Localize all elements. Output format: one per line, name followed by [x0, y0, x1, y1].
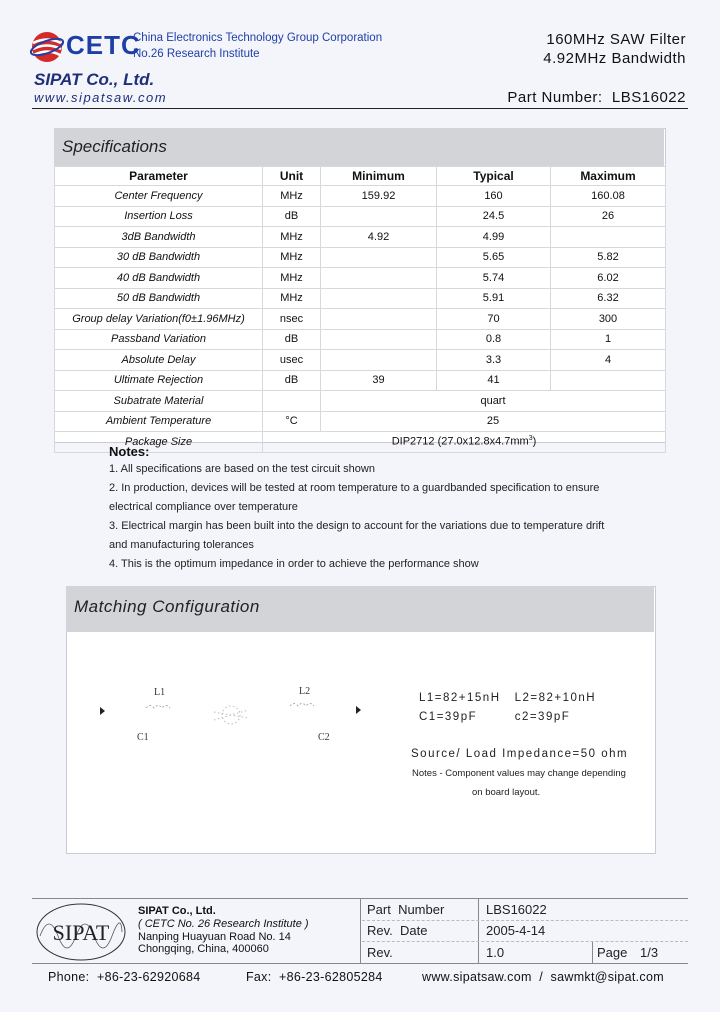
max-cell: 26	[551, 206, 666, 227]
table-row	[55, 309, 666, 330]
typ-cell: 0.8	[437, 329, 551, 350]
note-line: electrical compliance over temperature	[109, 501, 298, 513]
ambient-value: 25	[321, 411, 666, 432]
table-row	[55, 288, 666, 309]
table-row	[55, 268, 666, 289]
substrate-value: quart	[321, 391, 666, 412]
product-title: 160MHz SAW Filter	[546, 31, 686, 48]
notes-heading: Notes:	[109, 444, 150, 459]
typ-cell: 24.5	[437, 206, 551, 227]
matching-note-1: Notes - Component values may change depending	[412, 768, 626, 779]
footer-rev-label: Rev.	[367, 945, 393, 960]
min-cell	[321, 288, 437, 309]
cetc-logo-icon	[30, 28, 64, 66]
package-close: )	[532, 436, 537, 449]
seal-text: SIPAT	[52, 920, 110, 945]
note-line: 3. Electrical margin has been built into the design to account for the variations due to temperature drift	[109, 520, 605, 532]
impedance-text: Source/ Load Impedance=50 ohm	[411, 748, 629, 760]
table-row	[55, 411, 666, 432]
param-cell: Ambient Temperature	[55, 411, 263, 432]
footer-rev-value: 1.0	[486, 945, 505, 960]
footer-rev-date: 2005-4-14	[486, 923, 546, 938]
footer-fax: Fax: +86-23-62805284	[246, 970, 383, 984]
table-row	[55, 247, 666, 268]
table-row	[55, 350, 666, 371]
inductor-values: L1=82+15nH L2=82+10nH	[419, 692, 597, 704]
footer-divider	[478, 898, 479, 963]
param-cell: Subatrate Material	[55, 391, 263, 412]
matching-title-bar	[66, 586, 654, 632]
spec-title-bar	[54, 128, 664, 166]
min-cell	[321, 309, 437, 330]
footer-bottom-rule	[32, 963, 688, 964]
input-arrow-icon	[100, 707, 105, 715]
spec-header-row	[55, 167, 666, 186]
footer-company: SIPAT Co., Ltd.	[138, 905, 216, 917]
col-header: Maximum	[551, 167, 666, 186]
matching-note-2: on board layout.	[472, 787, 541, 798]
package-dims: DIP2712 (27.0x12.8x4.7mm	[391, 436, 529, 449]
spec-table	[54, 166, 666, 453]
note-line: and manufacturing tolerances	[109, 539, 254, 551]
capacitor-values: C1=39pF c2=39pF	[419, 711, 571, 723]
table-row	[55, 186, 666, 207]
typ-cell: 5.74	[437, 268, 551, 289]
param-cell: 40 dB Bandwidth	[55, 268, 263, 289]
param-cell: 3dB Bandwidth	[55, 227, 263, 248]
company-name: SIPAT Co., Ltd.	[34, 70, 155, 89]
max-cell: 6.32	[551, 288, 666, 309]
footer-part-label: Part Number	[367, 902, 445, 917]
max-cell: 6.02	[551, 268, 666, 289]
unit-cell: dB	[263, 206, 321, 227]
col-header: Typical	[437, 167, 551, 186]
package-value	[263, 432, 666, 453]
unit-cell: nsec	[263, 309, 321, 330]
unit-cell: MHz	[263, 227, 321, 248]
org-name: China Electronics Technology Group Corporation	[133, 32, 383, 44]
matching-title: Matching Configuration	[74, 597, 260, 616]
note-line: 2. In production, devices will be tested at room temperature to a guardbanded specification to ensure	[109, 482, 600, 494]
max-cell	[551, 370, 666, 391]
min-cell	[321, 329, 437, 350]
footer-page-value: 1/3	[640, 945, 659, 960]
footer-institute: ( CETC No. 26 Research Institute )	[138, 918, 309, 930]
unit-cell: dB	[263, 329, 321, 350]
label-c2: C2	[318, 732, 330, 743]
max-cell	[551, 227, 666, 248]
param-cell: Package Size	[55, 432, 263, 453]
cetc-logo-text: CETC	[66, 30, 141, 60]
typ-cell: 41	[437, 370, 551, 391]
part-number-value: LBS16022	[611, 89, 686, 106]
footer-phone: Phone: +86-23-62920684	[48, 970, 201, 984]
max-cell: 1	[551, 329, 666, 350]
typ-cell: 160	[437, 186, 551, 207]
min-cell: 4.92	[321, 227, 437, 248]
inductor-l2-icon	[290, 704, 314, 707]
typ-cell: 5.91	[437, 288, 551, 309]
unit-cell: dB	[263, 370, 321, 391]
unit-cell	[263, 391, 321, 412]
label-c1: C1	[137, 732, 149, 743]
spec-title: Specifications	[62, 137, 167, 156]
col-header: Unit	[263, 167, 321, 186]
table-row	[55, 206, 666, 227]
min-cell	[321, 268, 437, 289]
table-row	[55, 329, 666, 350]
typ-cell: 3.3	[437, 350, 551, 371]
table-row	[55, 391, 666, 412]
inductor-l1-icon	[146, 706, 170, 709]
package-sup: 3	[528, 435, 533, 443]
col-header: Minimum	[321, 167, 437, 186]
unit-cell: MHz	[263, 186, 321, 207]
footer-part-value: LBS16022	[486, 902, 547, 917]
col-header: Parameter	[55, 167, 263, 186]
param-cell: Passband Variation	[55, 329, 263, 350]
header-divider	[32, 108, 688, 109]
param-cell: Center Frequency	[55, 186, 263, 207]
typ-cell: 4.99	[437, 227, 551, 248]
unit-cell: MHz	[263, 268, 321, 289]
part-number-header	[507, 89, 686, 106]
min-cell: 159.92	[321, 186, 437, 207]
footer-divider	[360, 898, 361, 963]
output-arrow-icon	[356, 706, 361, 714]
unit-cell: °C	[263, 411, 321, 432]
min-cell	[321, 247, 437, 268]
max-cell: 300	[551, 309, 666, 330]
param-cell: Ultimate Rejection	[55, 370, 263, 391]
param-cell: Absolute Delay	[55, 350, 263, 371]
footer-row-rule	[362, 920, 688, 921]
footer-address-2: Chongqing, China, 400060	[138, 943, 269, 955]
org-institute: No.26 Research Institute	[133, 48, 260, 60]
min-cell	[321, 350, 437, 371]
label-l2: L2	[299, 686, 311, 697]
note-line: 4. This is the optimum impedance in order to achieve the performance show	[109, 558, 479, 570]
part-number-label: Part Number:	[507, 89, 603, 106]
footer-contact-link[interactable]: www.sipatsaw.com / sawmkt@sipat.com	[422, 970, 664, 984]
param-cell: 30 dB Bandwidth	[55, 247, 263, 268]
footer-page-label: Page	[597, 945, 628, 960]
sipat-seal-logo	[34, 902, 128, 962]
table-row	[55, 227, 666, 248]
max-cell: 4	[551, 350, 666, 371]
unit-cell: usec	[263, 350, 321, 371]
min-cell: 39	[321, 370, 437, 391]
label-l1: L1	[154, 687, 166, 698]
typ-cell: 70	[437, 309, 551, 330]
typ-cell: 5.65	[437, 247, 551, 268]
param-cell: 50 dB Bandwidth	[55, 288, 263, 309]
unit-cell: MHz	[263, 288, 321, 309]
unit-cell: MHz	[263, 247, 321, 268]
footer-rev-date-label: Rev. Date	[367, 923, 428, 938]
company-website-link[interactable]: www.sipatsaw.com	[34, 90, 168, 105]
footer-divider	[592, 942, 593, 963]
max-cell: 160.08	[551, 186, 666, 207]
note-line: 1. All specifications are based on the test circuit shown	[109, 463, 375, 475]
footer-row-rule	[362, 941, 688, 942]
param-cell: Insertion Loss	[55, 206, 263, 227]
param-cell: Group delay Variation(f0±1.96MHz)	[55, 309, 263, 330]
footer-address-1: Nanping Huayuan Road No. 14	[138, 931, 291, 943]
max-cell: 5.82	[551, 247, 666, 268]
table-row	[55, 370, 666, 391]
product-bandwidth: 4.92MHz Bandwidth	[543, 50, 686, 67]
min-cell	[321, 206, 437, 227]
